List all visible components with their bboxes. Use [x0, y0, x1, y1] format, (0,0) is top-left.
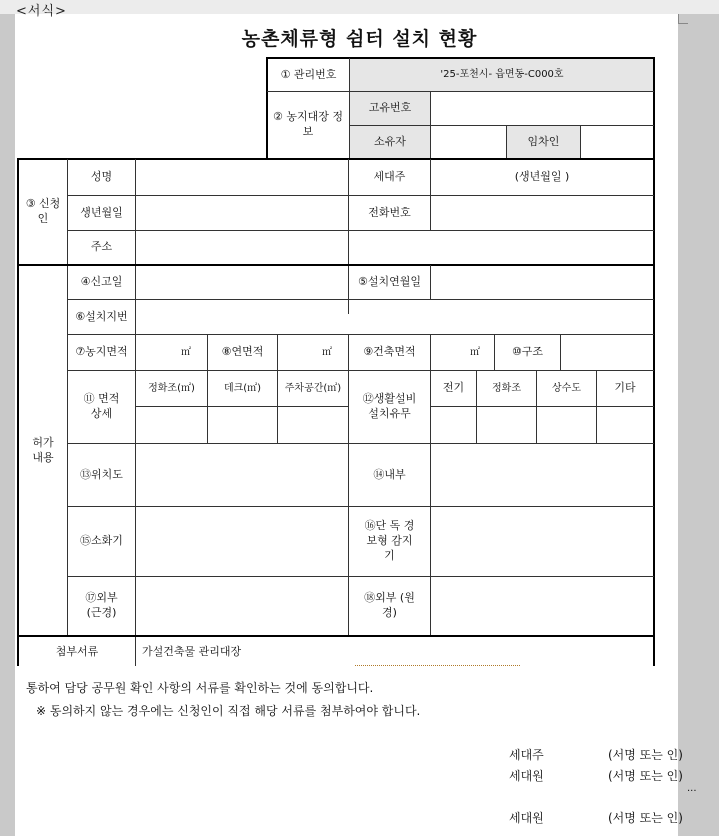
owner-field[interactable] [431, 126, 506, 159]
electricity-field[interactable] [431, 407, 476, 443]
septic-area-field[interactable] [136, 407, 207, 443]
smoke-detector-label: ⑯단 독 경보형 감지기 [364, 519, 415, 562]
applicant-section-label: ③ 신청인 [25, 197, 61, 225]
attachments-value: 가설건축물 관리대장 [142, 644, 242, 658]
signature-mark-member-1[interactable]: (서명 또는 인) [608, 769, 683, 783]
floor-area-label: ⑧연면적 [221, 345, 264, 359]
householder-birth-field[interactable]: (생년월일 ) [514, 170, 570, 184]
parking-area-header: 주차공간(㎡) [284, 382, 342, 394]
birth-label: 생년월일 [80, 205, 123, 219]
structure-label: ⑩구조 [511, 345, 544, 359]
address-field[interactable] [136, 231, 653, 264]
other-header: 기타 [614, 381, 636, 395]
deck-area-field[interactable] [208, 407, 277, 443]
signature-mark-householder[interactable]: (서명 또는 인) [608, 748, 683, 762]
farm-area-label: ⑦농지면적 [75, 345, 128, 359]
mgmt-no-label: ① 관리번호 [280, 67, 337, 81]
exterior-near-label: ⑰외부 (근경) [85, 591, 118, 619]
report-date-field[interactable] [136, 266, 348, 299]
facility-label: ⑫생활설비 설치유무 [362, 392, 417, 420]
extinguisher-label: ⑮소화기 [80, 534, 123, 548]
phone-label: 전화번호 [368, 205, 411, 219]
signature-ellipsis: ... [687, 783, 697, 794]
sqm-unit: ㎡ [322, 346, 332, 358]
exterior-near-field[interactable] [136, 577, 348, 635]
water-header: 상수도 [552, 382, 581, 394]
install-date-field[interactable] [431, 266, 653, 299]
mgmt-no-value: '25-포천시- 읍면동-C000호 [440, 69, 564, 81]
consent-line-1: 통하여 담당 공무원 확인 사항의 서류를 확인하는 것에 동의합니다. [26, 681, 374, 695]
water-field[interactable] [537, 407, 596, 443]
report-date-label: ④신고일 [80, 275, 123, 289]
name-label: 성명 [90, 170, 113, 184]
attachments-label: 첨부서류 [55, 644, 99, 658]
signature-role-householder: 세대주 [509, 748, 544, 762]
sqm-unit: ㎡ [470, 346, 480, 358]
phone-field[interactable] [431, 196, 653, 230]
floor-area-field[interactable] [278, 335, 348, 370]
exterior-far-label: ⑱외부 (원경) [364, 591, 415, 619]
deck-area-header: 데크(㎡) [223, 382, 262, 394]
install-address-field[interactable] [136, 300, 653, 334]
interior-label: ⑭내부 [373, 467, 406, 481]
parking-area-field[interactable] [278, 407, 348, 443]
address-label: 주소 [90, 240, 113, 254]
name-field[interactable] [136, 160, 348, 195]
smoke-detector-field[interactable] [431, 507, 653, 576]
structure-field[interactable] [561, 335, 653, 370]
signature-mark-member-2[interactable]: (서명 또는 인) [608, 811, 683, 825]
interior-photo-field[interactable] [431, 444, 653, 506]
septic-header: 정화조 [492, 382, 521, 394]
septic-field[interactable] [477, 407, 536, 443]
signature-role-member-2: 세대원 [509, 811, 544, 825]
other-field[interactable] [597, 407, 653, 443]
location-map-field[interactable] [136, 444, 348, 506]
dotted-separator [355, 665, 520, 666]
unique-no-label: 고유번호 [368, 101, 412, 115]
tenant-field[interactable] [581, 126, 653, 159]
unique-no-field[interactable] [431, 92, 653, 125]
install-date-label: ⑤설치연월일 [358, 275, 421, 289]
install-address-label: ⑥설치지번 [75, 309, 128, 323]
sqm-unit: ㎡ [181, 346, 191, 358]
signature-role-member-1: 세대원 [509, 769, 544, 783]
exterior-far-field[interactable] [431, 577, 653, 635]
area-detail-label: ⑪ 면적상세 [83, 392, 120, 420]
document-title: 농촌체류형 쉼터 설치 현황 [241, 28, 478, 50]
consent-line-2: ※ 동의하지 않는 경우에는 신청인이 직접 해당 서류를 첨부하여야 합니다. [36, 704, 421, 718]
permit-section-label: 허가 내용 [32, 436, 54, 464]
location-map-label: ⑬위치도 [80, 467, 123, 481]
build-area-field[interactable] [431, 335, 494, 370]
septic-area-header: 정화조(㎡) [148, 382, 195, 394]
form-label: <서식> [16, 4, 67, 19]
extinguisher-field[interactable] [136, 507, 348, 576]
owner-label: 소유자 [374, 135, 406, 149]
householder-label: 세대주 [373, 170, 406, 184]
electricity-header: 전기 [442, 381, 465, 395]
build-area-label: ⑨건축면적 [363, 345, 416, 359]
farmland-info-label: ② 농지대장 정 보 [273, 110, 343, 138]
tenant-label: 임차인 [527, 135, 560, 149]
birth-field[interactable] [136, 196, 348, 230]
farm-area-field[interactable] [136, 335, 207, 370]
